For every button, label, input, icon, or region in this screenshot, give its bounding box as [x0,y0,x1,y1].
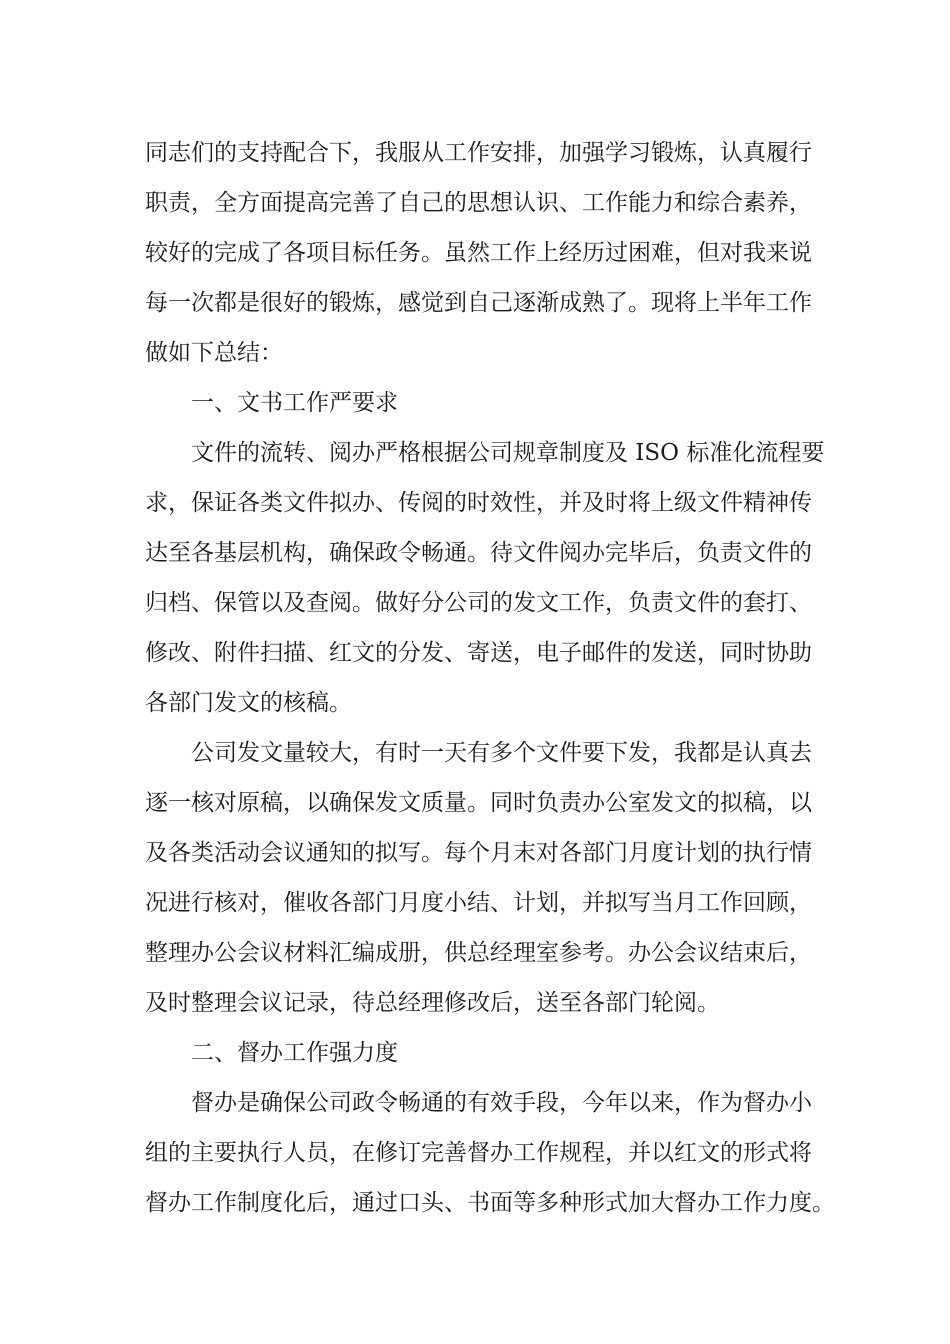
text-line: 及各类活动会议通知的拟写。每个月末对各部门月度计划的执行情 [145,840,812,866]
document-body [145,128,835,1228]
text-line: 每一次都是很好的锻炼，感觉到自己逐渐成熟了。现将上半年工作 [145,290,812,316]
text-line: 归档、保管以及查阅。做好分公司的发文工作，负责文件的套打、 [145,590,812,616]
text-line: 修改、附件扫描、红文的分发、寄送，电子邮件的发送，同时协助 [145,640,812,666]
text-line: 达至各基层机构，确保政令畅通。待文件阅办完毕后，负责文件的 [145,540,812,566]
text-line: 督办工作制度化后，通过口头、书面等多种形式加大督办工作力度。 [145,1190,835,1216]
text-line: 职责，全方面提高完善了自己的思想认识、工作能力和综合素养， [145,190,812,216]
text-line: 文件的流转、阅办严格根据公司规章制度及 ISO 标准化流程要 [191,440,825,466]
text-line: 较好的完成了各项目标任务。虽然工作上经历过困难，但对我来说 [145,240,812,266]
text-line: 同志们的支持配合下，我服从工作安排，加强学习锻炼，认真履行 [145,140,812,166]
text-line: 做如下总结： [145,340,283,366]
text-line: 整理办公会议材料汇编成册，供总经理室参考。办公会议结束后， [145,940,812,966]
text-line: 组的主要执行人员，在修订完善督办工作规程，并以红文的形式将 [145,1140,812,1166]
section-heading-2: 二、督办工作强力度 [191,1040,398,1066]
text-line: 各部门发文的核稿。 [145,690,352,716]
text-line: 督办是确保公司政令畅通的有效手段，今年以来，作为督办小 [191,1090,812,1116]
text-line: 公司发文量较大，有时一天有多个文件要下发，我都是认真去 [191,740,812,766]
text-line: 及时整理会议记录，待总经理修改后，送至各部门轮阅。 [145,990,720,1016]
section-heading-1: 一、文书工作严要求 [191,390,398,416]
text-line: 况进行核对，催收各部门月度小结、计划，并拟写当月工作回顾， [145,890,812,916]
text-line: 求，保证各类文件拟办、传阅的时效性，并及时将上级文件精神传 [145,490,812,516]
text-line: 逐一核对原稿，以确保发文质量。同时负责办公室发文的拟稿，以 [145,790,812,816]
